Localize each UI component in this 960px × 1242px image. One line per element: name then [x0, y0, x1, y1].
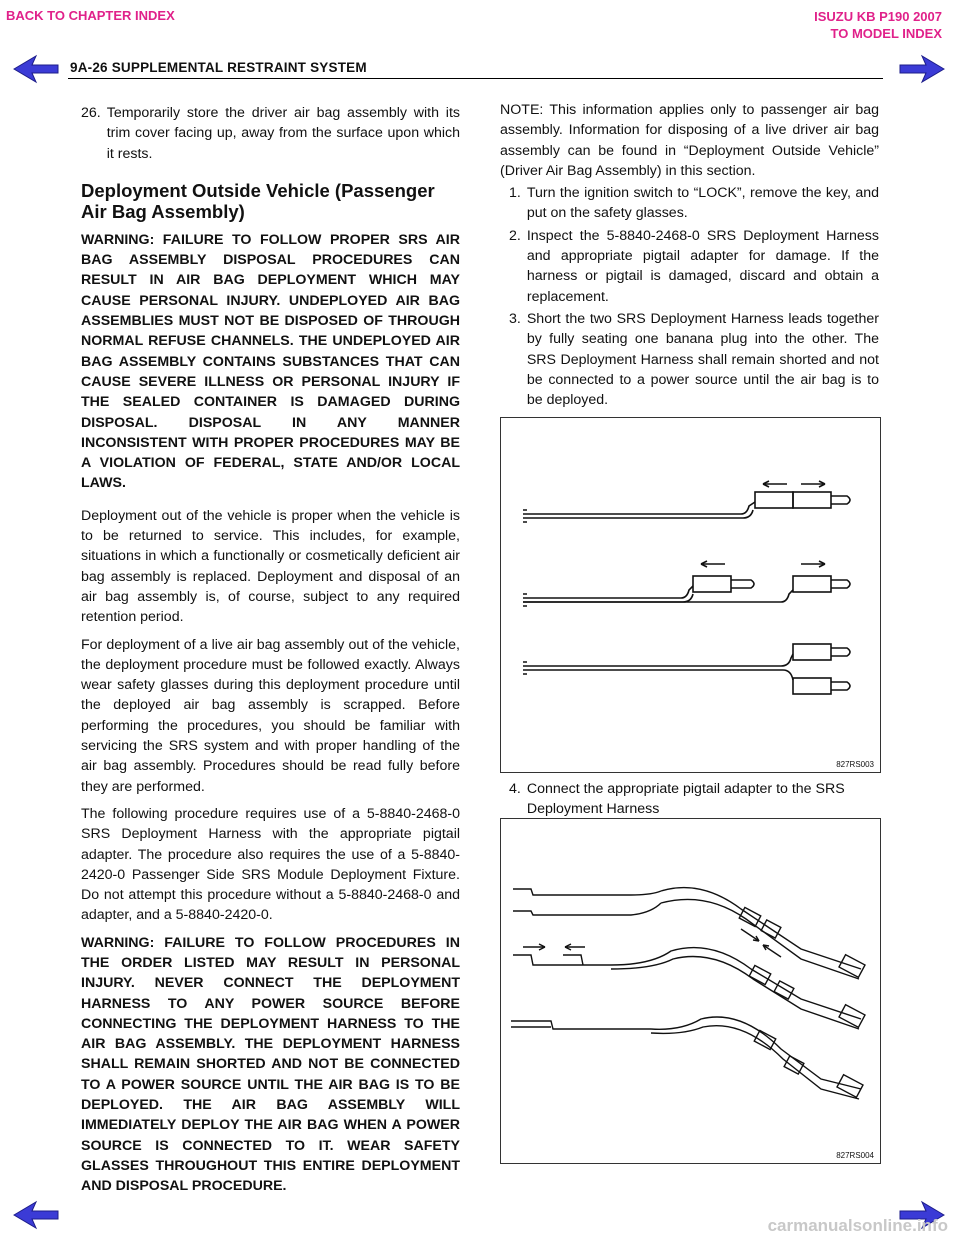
previous-page-arrow-bottom-icon[interactable] [12, 1200, 60, 1230]
model-header [814, 8, 942, 42]
figure-harness-shorting [500, 417, 881, 773]
step-3 [500, 309, 879, 410]
step-number: 4. [509, 781, 521, 797]
warning-disposal: WARNING: FAILURE TO FOLLOW PROPER SRS AIR BAG ASSEMBLY DISPOSAL PROCEDURES CAN RESULT IN AIR BAG DEPLOYMENT WHICH MAY CAUSE PERSONAL INJURY. UNDEPLOYED AIR BAG ASSEMBLIES MUST NOT BE DISPOSED OF THROUGH NORMAL REFUSE CHANNELS. THE UNDEPLOYED AIR BAG ASSEMBLY CONTAINS SUBSTANCES THAT CAN CAUSE SEVERE ILLNESS OR PERSONAL INJURY IF THE SEALED CONTAINER IS DAMAGED DURING DISPOSAL. DISPOSAL IN ANY MANNER INCONSISTENT WITH PROPER PROCEDURES MAY BE A VIOLATION OF FEDERAL, STATE AND/OR LOCAL LAWS. [81, 231, 460, 492]
step-26 [81, 103, 460, 164]
step-4 [500, 779, 879, 822]
pigtail-adapter-illustration [501, 819, 880, 1149]
step-text: Connect the appropriate pigtail adapter to the SRS Deployment Harness [526, 781, 845, 818]
step-number: 2. [509, 227, 521, 244]
step-number: 26. [81, 105, 101, 121]
section-title: Deployment Outside Vehicle (Passenger Air Bag Assembly) [81, 179, 435, 222]
step-number: 1. [509, 185, 521, 202]
previous-page-arrow-icon[interactable] [12, 54, 60, 84]
header-divider [68, 78, 883, 79]
note-paragraph: NOTE: This information applies only to passenger air bag assembly. Information for disposing of a live driver air bag assembly can be found in “Deployment Outside Vehicle” (Driver Air Bag Assembly) in this section. [500, 102, 879, 179]
page-header-title: 9A-26 SUPPLEMENTAL RESTRAINT SYSTEM [70, 60, 367, 75]
step-number: 3. [509, 310, 521, 327]
step-2 [500, 226, 879, 307]
figure-code: 827RS003 [836, 760, 874, 769]
paragraph-live-deployment: For deployment of a live air bag assembly out of the vehicle, the deployment procedure must be followed exactly. Always wear safety glasses during this deployment procedure until the deployed air bag assembly is scrapped. Before performing the procedures, you should be familiar with servicing the SRS system and with proper handling of the air bag assembly. Procedures should be read fully before they are performed. [81, 636, 460, 795]
step-text: Inspect the 5-8840-2468-0 SRS Deployment Harness and appropriate pigtail adapter for damage. If the harness or pigtail is damaged, discard and obtain a replacement. [526, 227, 879, 305]
warning-procedure-order: WARNING: FAILURE TO FOLLOW PROCEDURES IN THE ORDER LISTED MAY RESULT IN PERSONAL INJURY. NEVER CONNECT THE DEPLOYMENT HARNESS TO ANY POWER SOURCE BEFORE CONNECTING THE DEPLOYMENT HARNESS TO THE AIR BAG ASSEMBLY. THE DEPLOYMENT HARNESS SHALL REMAIN SHORTED AND NOT BE CONNECTED TO A POWER SOURCE UNTIL THE AIR BAG IS TO BE DEPLOYED. THE AIR BAG ASSEMBLY WILL IMMEDIATELY DEPLOY THE AIR BAG WHEN A POWER SOURCE IS CONNECTED TO IT. WEAR SAFETY GLASSES THROUGHOUT THIS ENTIRE DEPLOYMENT AND DISPOSAL PROCEDURE. [81, 934, 460, 1195]
step-text: Short the two SRS Deployment Harness leads together by fully seating one banana plug into the other. The SRS Deployment Harness shall remain shorted and not be connected to a power source until the air bag is to be deployed. [526, 310, 879, 409]
paragraph-required-tools: The following procedure requires use of a 5-8840-2468-0 SRS Deployment Harness with the appropriate pigtail adapter. The procedure also requires the use of a 5-8840-2420-0 Passenger Side SRS Module Deployment Fixture. Do not attempt this procedure without a 5-8840-2468-0 and adapter, and a 5-8840-2420-0. [81, 805, 460, 924]
right-column [500, 100, 879, 412]
step-text: Temporarily store the driver air bag assembly with its trim cover facing up, away from the surface upon which it rests. [106, 105, 460, 162]
step-text: Turn the ignition switch to “LOCK”, remove the key, and put on the safety glasses. [526, 185, 879, 222]
figure-code: 827RS004 [836, 1151, 874, 1160]
back-to-chapter-index-link[interactable]: BACK TO CHAPTER INDEX [6, 8, 175, 23]
next-page-arrow-icon[interactable] [898, 54, 946, 84]
watermark: carmanualsonline.info [767, 1216, 948, 1235]
model-title: ISUZU KB P190 2007 [814, 9, 942, 24]
left-column [81, 103, 460, 1209]
step-1 [500, 183, 879, 224]
harness-shorting-illustration [501, 418, 880, 758]
paragraph-deployment-out: Deployment out of the vehicle is proper when the vehicle is to be returned to service. This includes, for example, situations in which a functionally or cosmetically deficient air bag assembly is replaced. Deployment and disposal of an air bag assembly is, of course, subject to any required retention period. [81, 507, 460, 626]
figure-pigtail-adapter [500, 818, 881, 1164]
to-model-index-link[interactable]: TO MODEL INDEX [830, 26, 942, 41]
